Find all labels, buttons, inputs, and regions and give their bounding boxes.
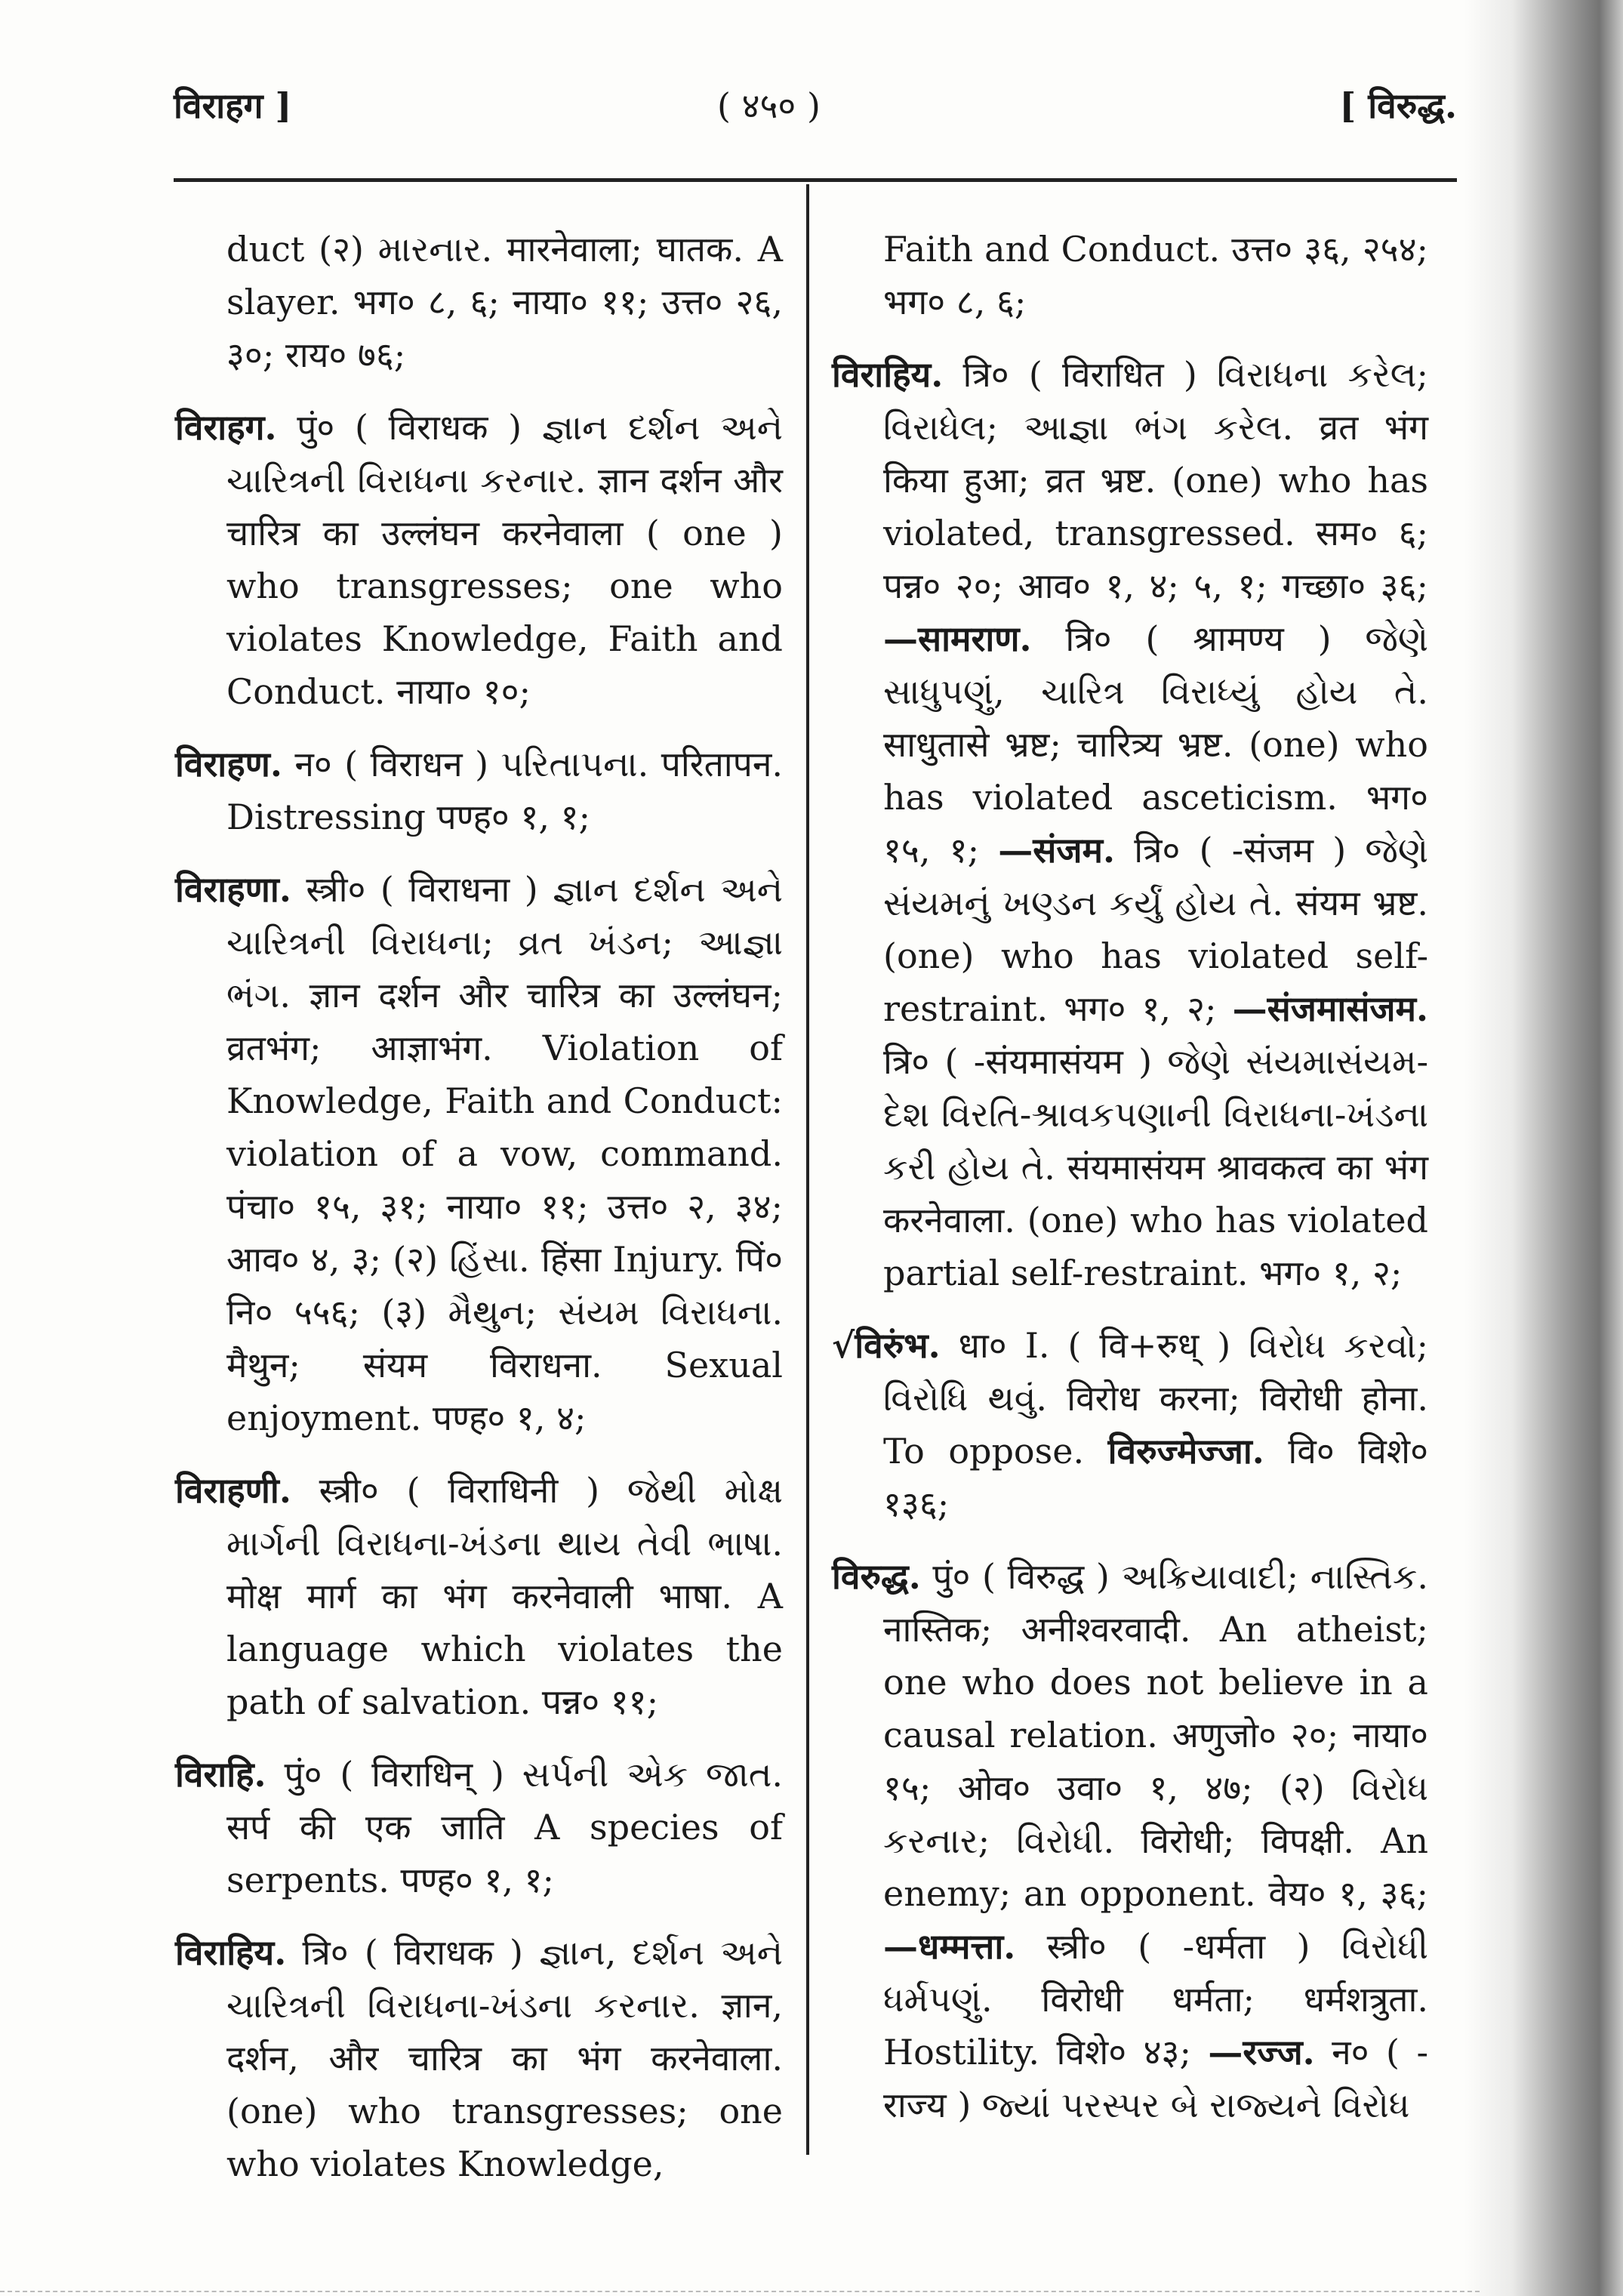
dictionary-entry [175, 1464, 783, 1728]
continuation-text: duct (२) મારનાર. मारनेवाला; घातक. A slayer. भग० ८, ६; नाया० ११; उत्त० २६, ३०; राय० ७६; [226, 229, 783, 375]
page-number: ( ४५० ) [717, 85, 821, 126]
sub-headword: —सामराण. [883, 618, 1032, 659]
header-right-guideword: [ विरुद्ध. [1339, 85, 1457, 126]
page-edge-shadow [1464, 0, 1623, 2296]
page-header [174, 82, 1457, 142]
headword: विराहि. [175, 1754, 266, 1795]
right-column [832, 223, 1428, 2151]
headword: विरुद्ध. [832, 1556, 921, 1597]
continuation-text: Faith and Conduct. उत्त० ३६, २५४; भग० ८, ६; [883, 229, 1428, 322]
dictionary-entry [175, 1748, 783, 1906]
header-rule [174, 178, 1457, 182]
sub-entry-body: त्रि० ( -संजम ) જેણે સંયમનું ખણ્ડન કર્યું હોય તે. संयम भ्रष्ट. (one) who has violated self-restraint. भग० १, २; [883, 830, 1428, 1029]
entry-body: न० ( विराधन ) પરિતાપના. परितापन. Distressing पण्ह० १, १; [226, 744, 783, 837]
entry-body: पुं० ( विराधिन् ) સર્પની એક જાત. सर्प की एक जाति A species of serpents. पण्ह० १, १; [226, 1754, 783, 1900]
sub-headword: —संजमासंजम. [1232, 988, 1428, 1029]
entry-continuation [832, 223, 1428, 328]
dictionary-entry [832, 348, 1428, 1299]
entry-body: पुं० ( विराधक ) જ્ઞાન દર્શન અને ચારિત્રની વિરાધના કરનાર. ज्ञान दर्शन और चारित्र का उल्लंघन करनेवाला ( one ) who transgresses; one who violates Knowledge, Faith and Conduct. नाया० १०; [226, 407, 784, 712]
page-bottom-edge [0, 2291, 1480, 2292]
sub-headword: —संजम. [998, 830, 1116, 871]
left-column [175, 223, 783, 2210]
sub-headword: विरुज्मेज्जा. [1107, 1431, 1264, 1472]
entry-body: स्त्री० ( विराधिनी ) જેથી મોક્ષ માર્ગની વિરાધના-ખંડના થાય તેવી ભાષા. मोक्ष मार्ग का भंग करनेवाली भाषा. A language which violates the path of salvation. पन्न० ११; [226, 1470, 783, 1722]
dictionary-entry [832, 1319, 1428, 1530]
sub-entry-body: न० ( -राज्य ) જ્યાં પરસ્પર બે રાજ્યને વિરોધ [883, 2032, 1429, 2125]
headword: विराहणी. [175, 1470, 291, 1511]
headword: विरुंभ. [855, 1325, 941, 1366]
header-left-guideword: विराहग ] [174, 85, 292, 126]
sub-headword: —रज्ज. [1208, 2032, 1315, 2073]
headword: विराहणा. [175, 869, 291, 910]
entry-body: त्रि० ( विराधक ) જ્ઞાન, દર્શન અને ચારિત્રની વિરાધના-ખંડના કરનાર. ज्ञान, दर्शन, और चारित्र का भंग करनेवाला. (one) who transgresses; one who violates Knowledge, [226, 1932, 783, 2184]
sub-headword: —धम्मत्ता. [883, 1926, 1016, 1967]
dictionary-entry [175, 738, 783, 843]
entry-body: त्रि० ( विराधित ) વિરાધના કરેલ; વિરાધેલ; આજ્ઞા ભંગ કરેલ. व्रत भंग किया हुआ; व्रत भ्रष्ट. (one) who has violated, transgressed. सम० ६; पन्न० २०; आव० १, ४; ५, १; गच्छा० ३६; [883, 354, 1428, 606]
entry-continuation [175, 223, 783, 381]
entry-body: पुं० ( विरुद्ध ) અક્રિયાવાદી; નાસ્તિક. नास्तिक; अनीश्वरवादी. An atheist; one who does not believe in a causal relation. अणुजो० २०; नाया० १५; ओव० उवा० १, ४७; (२) વિરોધ કરનાર; વિરોધી. विरोधी; विपक्षी. An enemy; an opponent. वेय० १, ३६; [883, 1556, 1429, 1914]
root-mark-icon: √ [832, 1325, 855, 1366]
dictionary-entry [175, 401, 783, 718]
dictionary-entry [175, 1926, 783, 2190]
sub-entry-body: वि० विशे० १३६; [883, 1431, 1429, 1524]
entry-body: धा० I. ( वि+रुध् ) વિરોધ કરવો; વિરોધિ થવું. विरोध करना; विरोधी होना. To oppose. [883, 1325, 1428, 1472]
sub-entry-body: स्त्री० ( -धर्मता ) વિરોધી ધર્મપણું. विरोधी धर्मता; धर्मशत्रुता. Hostility. विशे० ४३; [883, 1926, 1428, 2073]
headword: विराहग. [175, 407, 277, 448]
headword: विराहिय. [175, 1932, 287, 1973]
dictionary-entry [175, 863, 783, 1444]
sub-entry-body: त्रि० ( श्रामण्य ) જેણે સાધુપણું, ચારિત્ર વિરાધ્યું હોય તે. साधुतासे भ्रष्ट; चारित्र्य भ्रष्ट. (one) who has violated asceticism. भग० १५, १; [883, 618, 1428, 871]
headword: विराहिय. [832, 354, 944, 395]
column-divider [806, 184, 809, 2155]
sub-entry-body: त्रि० ( -संयमासंयम ) જેણે સંયમાસંયમ-દેશ વિરતિ-શ્રાવકપણાની વિરાધના-ખંડના કરી હોય તે. संयमासंयम श्रावकत्व का भंग करनेवाला. (one) who has violated partial self-restraint. भग० १, २; [883, 1041, 1428, 1293]
headword: विराहण. [175, 744, 282, 784]
dictionary-entry [832, 1550, 1428, 2131]
entry-body: स्त्री० ( विराधना ) જ્ઞાન દર્શન અને ચારિત્રની વિરાધના; વ્રત ખંડન; આજ્ઞા ભંગ. ज्ञान दर्शन और चारित्र का उल्लंघन; व्रतभंग; आज्ञाभंग. Violation of Knowledge, Faith and Conduct: violation of a vow, command. पंचा० १५, ३१; नाया० ११; उत्त० २, ३४; आव० ४, ३; (२) હિંસા. हिंसा Injury. पिं० नि० ५५६; (३) મૈથુન; સંયમ વિરાધના. मैथुन; संयम विराधना. Sexual enjoyment. पण्ह० १, ४; [226, 869, 784, 1438]
